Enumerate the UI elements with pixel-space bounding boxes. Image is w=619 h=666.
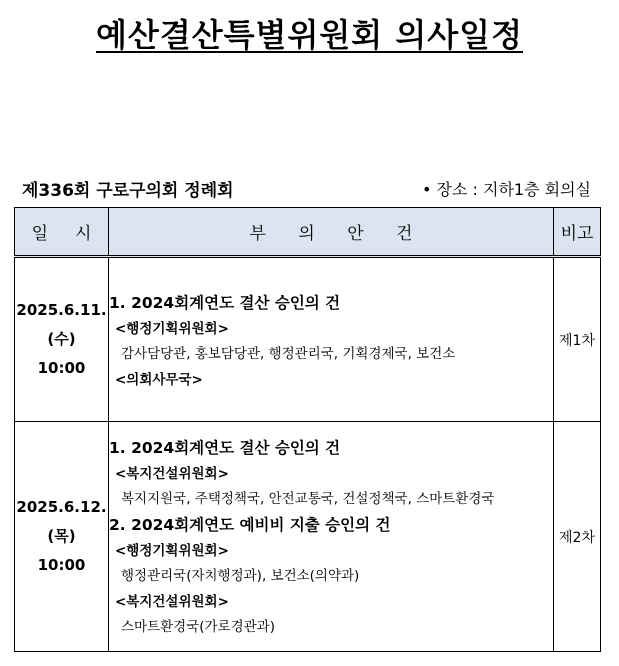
remark-text: 제2차 bbox=[559, 529, 595, 546]
agenda-item-title: 2. 2024회계연도 예비비 지출 승인의 건 bbox=[109, 516, 391, 534]
day-text: (목) bbox=[47, 527, 76, 545]
items-cell bbox=[109, 422, 554, 652]
header-remark-text: 비고 bbox=[560, 224, 594, 244]
time-text: 10:00 bbox=[37, 556, 86, 574]
items-cell bbox=[109, 257, 554, 422]
department-list: 복지지원국, 주택정책국, 안전교통국, 건설정책국, 스마트환경국 bbox=[121, 491, 495, 507]
place-label: • 장소 : 지하1층 회의실 bbox=[422, 180, 591, 199]
day-text: (수) bbox=[47, 330, 76, 348]
header-date bbox=[15, 208, 109, 257]
agenda-table bbox=[14, 207, 601, 652]
session-label: 제336회 구로구의회 정례회 bbox=[22, 181, 234, 201]
date-cell bbox=[15, 422, 109, 652]
committee-label: <의회사무국> bbox=[115, 372, 203, 388]
table-row bbox=[15, 257, 601, 422]
time-text: 10:00 bbox=[37, 359, 86, 377]
page-title bbox=[0, 10, 619, 56]
committee-label: <행정기획위원회> bbox=[115, 321, 229, 337]
header-remark bbox=[554, 208, 601, 257]
header-items-text: 부 의 안 건 bbox=[249, 224, 413, 244]
page-title-text: 예산결산특별위원회 의사일정 bbox=[96, 16, 523, 54]
agenda-item-title: 1. 2024회계연도 결산 승인의 건 bbox=[109, 294, 341, 312]
department-list: 스마트환경국(가로경관과) bbox=[121, 619, 275, 635]
department-list: 행정관리국(자치행정과), 보건소(의약과) bbox=[121, 568, 360, 584]
header-date-text: 일 시 bbox=[31, 224, 92, 244]
table-header-row bbox=[15, 208, 601, 257]
table-row bbox=[15, 422, 601, 652]
header-items bbox=[109, 208, 554, 257]
remark-cell bbox=[554, 422, 601, 652]
remark-cell bbox=[554, 257, 601, 422]
department-list: 감사담당관, 홍보담당관, 행정관리국, 기획경제국, 보건소 bbox=[121, 346, 456, 362]
date-cell bbox=[15, 257, 109, 422]
committee-label: <복지건설위원회> bbox=[115, 594, 229, 610]
committee-label: <행정기획위원회> bbox=[115, 543, 229, 559]
remark-text: 제1차 bbox=[559, 332, 595, 349]
committee-label: <복지건설위원회> bbox=[115, 466, 229, 482]
agenda-item-title: 1. 2024회계연도 결산 승인의 건 bbox=[109, 439, 341, 457]
date-text: 2025.6.12. bbox=[16, 498, 107, 516]
date-text: 2025.6.11. bbox=[16, 301, 107, 319]
